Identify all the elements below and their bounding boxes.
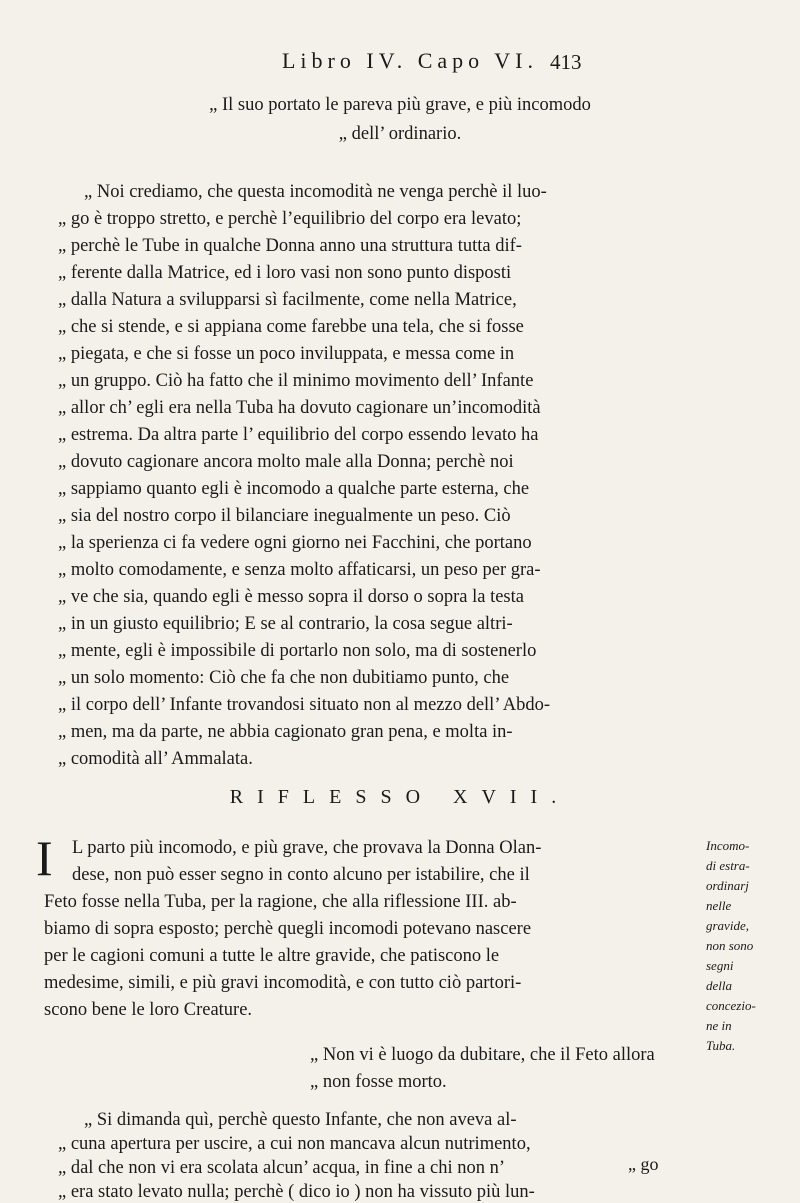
paragraph-line: „ dovuto cagionare ancora molto male alla Donna; perchè noi [58,452,514,472]
quote-line: „ Il suo portato le pareva più grave, e più incomodo [209,95,591,115]
paragraph-line: dese, non può esser segno in conto alcuno per istabilire, che il [72,865,530,885]
page-number: 413 [550,50,582,74]
paragraph-line: „ dal che non vi era scolata alcun’ acqua, in fine a chi non n’ [58,1158,506,1178]
paragraph-line: „ estrema. Da altra parte l’ equilibrio del corpo essendo levato ha [58,425,539,445]
paragraph-line: „ allor ch’ egli era nella Tuba ha dovuto cagionare un’incomodità [58,398,541,418]
quote-line: „ non fosse morto. [310,1072,447,1092]
paragraph-line: „ molto comodamente, e senza molto affaticarsi, un peso per gra- [58,560,541,580]
quote-line: „ dell’ ordinario. [338,124,462,144]
paragraph-line: „ piegata, e che si fosse un poco inviluppata, e messa come in [58,344,515,364]
paragraph-line: „ ve che sia, quando egli è messo sopra il dorso o sopra la testa [58,587,524,607]
paragraph-line: „ perchè le Tube in qualche Donna anno una struttura tutta dif- [58,236,522,256]
paragraph-line: Feto fosse nella Tuba, per la ragione, che alla riflessione III. ab- [44,892,517,912]
paragraph-line: „ go è troppo stretto, e perchè l’equilibrio del corpo era levato; [58,209,522,229]
paragraph-line: „ sia del nostro corpo il bilanciare inegualmente un peso. Ciò [58,506,511,526]
paragraph-line: „ sappiamo quanto egli è incomodo a qualche parte esterna, che [58,479,530,499]
running-title: Libro IV. Capo VI. [281,48,538,73]
catchword: „ go [628,1154,659,1174]
paragraph-line: scono bene le loro Creature. [44,1000,253,1020]
paragraph-line: „ la sperienza ci fa vedere ogni giorno nei Facchini, che portano [58,533,532,553]
paragraph-line: „ men, ma da parte, ne abbia cagionato gran pena, e molta in- [58,722,513,742]
paragraph-line: per le cagioni comuni a tutte le altre gravide, che patiscono le [44,946,500,966]
paragraph-line: „ comodità all’ Ammalata. [58,749,253,769]
paragraph-line: „ Si dimanda quì, perchè questo Infante, che non aveva al- [84,1110,517,1130]
quote-line: „ Non vi è luogo da dubitare, che il Feto allora [310,1045,655,1065]
paragraph-line: biamo di sopra esposto; perchè quegli incomodi potevano nascere [44,919,532,939]
paragraph-line: „ ferente dalla Matrice, ed i loro vasi non sono punto disposti [58,263,512,283]
paragraph-line: medesime, simili, e più gravi incomodità, e con tutto ciò partori- [44,973,522,993]
paragraph-line: „ che si stende, e si appiana come farebbe una tela, che si fosse [58,317,524,337]
paragraph-line: „ mente, egli è impossibile di portarlo non solo, ma di sostenerlo [58,641,537,661]
paragraph-line: „ in un giusto equilibrio; E se al contrario, la cosa segue altri- [58,614,513,634]
drop-cap: I [36,830,53,886]
paragraph-line: L parto più incomodo, e più grave, che provava la Donna Olan- [72,838,542,858]
paragraph-line: „ dalla Natura a svilupparsi sì facilmente, come nella Matrice, [58,290,517,310]
paragraph-line: „ il corpo dell’ Infante trovandosi situato non al mezzo dell’ Abdo- [58,695,550,715]
paragraph-line: „ un gruppo. Ciò ha fatto che il minimo movimento dell’ Infante [58,371,534,391]
paragraph-line: „ Noi crediamo, che questa incomodità ne venga perchè il luo- [84,182,547,202]
section-heading: RIFLESSO XVII. [229,786,571,808]
paragraph-line: „ un solo momento: Ciò che fa che non dubitiamo punto, che [58,668,510,688]
paragraph-line: „ cuna apertura per uscire, a cui non mancava alcun nutrimento, [58,1134,531,1154]
paragraph-line: „ era stato levato nulla; perchè ( dico io ) non ha vissuto più lun- [58,1182,535,1202]
margin-note: Incomo- di estra- ordinarj nelle gravide, non sono segni della concezio- ne in Tuba. [706,838,756,1053]
